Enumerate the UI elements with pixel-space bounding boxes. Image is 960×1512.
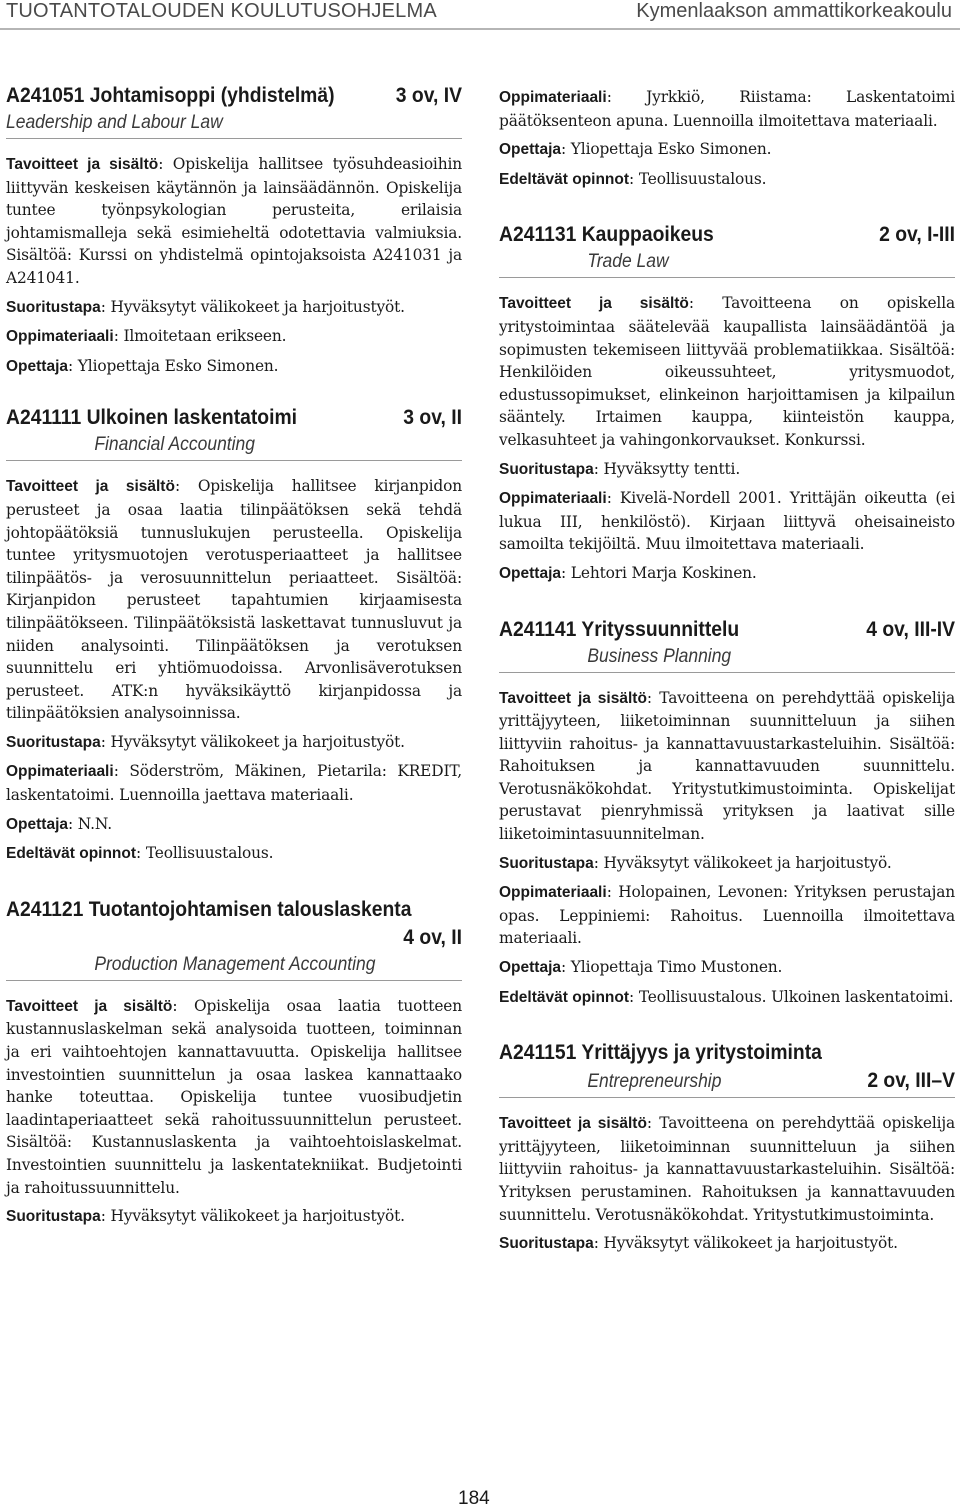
para-label: Edeltävät opinnot (499, 988, 630, 1006)
para-text: : Hyväksytyt välikokeet ja harjoitustyöt. (593, 1234, 898, 1253)
course-english-title: Financial Accounting (94, 434, 255, 456)
course-paragraph (6, 325, 462, 349)
para-text: : Teollisuustalous. (629, 169, 767, 188)
course-paragraph (499, 487, 955, 556)
course-paragraph (499, 687, 955, 846)
para-text: : Tavoitteena on perehdyttää opiskelija yrittäjyyteen, liiketoiminnan suunnitteluun ja siihen liittyviin rahoitus- ja kannattavuustarkasteluihin. Sisältöä: Yrityksen perustaminen. Rahoituksen ja kannattavuuden suunnittelu. Verotusnäkökohdat. Yritystutkimustoiminta. (499, 1114, 956, 1224)
course-heading (499, 616, 955, 644)
course-a241131 (499, 221, 955, 585)
course-paragraph (6, 842, 462, 866)
course-paragraph (6, 731, 462, 755)
course-credits: 2 ov, I-III (879, 223, 956, 247)
para-text: : Hyväksytty tentti. (593, 459, 741, 478)
course-divider (499, 277, 955, 278)
course-credits: 3 ov, II (403, 406, 463, 430)
para-text: : Hyväksytyt välikokeet ja harjoitustyöt. (100, 732, 405, 751)
course-english-title: Trade Law (587, 251, 669, 273)
course-paragraph (499, 852, 955, 876)
para-label: Oppimateriaali (499, 490, 607, 508)
course-divider (499, 1097, 955, 1098)
para-label: Edeltävät opinnot (499, 170, 630, 188)
para-text: : Teollisuustalous. (136, 844, 274, 863)
course-code-title: A241131 Kauppaoikeus (499, 223, 714, 247)
para-label: Edeltävät opinnot (6, 845, 137, 863)
course-code-title: A241111 Ulkoinen laskentatoimi (6, 406, 298, 430)
course-divider (499, 672, 955, 673)
course-paragraph (6, 813, 462, 837)
course-paragraph (6, 475, 462, 725)
course-code-title: A241051 Johtamisoppi (yhdistelmä) (6, 84, 335, 107)
course-paragraph (6, 1205, 462, 1229)
right-column (499, 86, 955, 1286)
para-text: : Yliopettaja Esko Simonen. (561, 140, 772, 159)
course-a241051 (6, 82, 462, 378)
para-label: Suoritustapa (6, 298, 101, 316)
para-text: : N.N. (68, 814, 112, 833)
course-credits: 4 ov, II (403, 925, 463, 949)
course-english-title: Production Management Accounting (94, 953, 376, 975)
para-label: Tavoitteet ja sisältö (6, 156, 159, 173)
para-label: Opettaja (499, 564, 562, 582)
course-a241141 (499, 616, 955, 1010)
para-label: Tavoitteet ja sisältö (499, 689, 647, 707)
course-divider (6, 138, 462, 139)
para-label: Suoritustapa (6, 733, 101, 751)
para-label: Suoritustapa (499, 854, 594, 872)
course-a241121 (6, 896, 462, 1229)
course-paragraph (6, 760, 462, 806)
para-label: Tavoitteet ja sisältö (6, 478, 175, 496)
course-credits: 4 ov, III-IV (866, 617, 956, 641)
para-label: Opettaja (499, 141, 562, 159)
course-divider (6, 980, 462, 981)
para-label: Oppimateriaali (499, 884, 607, 902)
para-text: : Tavoitteena on opiskella yritystoimintaa säätelevää kaupallista lainsäädäntöä ja sopimusten tekemiseen liittyvää problematiikkaa. Sisältöä: Henkilöiden oikeussuhteet, yritysmuodot, edustussopimukset, elinkeinon harjoittamisen ja kilpailun sääntely. Irtaimen kauppa, kiinteistön kauppa, velkasuhteet ja vahingonkorvaukset. Konkurssi. (499, 294, 955, 449)
course-paragraph (499, 86, 955, 132)
para-label: Tavoitteet ja sisältö (499, 1115, 647, 1133)
course-a241151 (499, 1039, 955, 1256)
course-heading (6, 404, 462, 432)
para-label: Suoritustapa (499, 1235, 594, 1253)
course-paragraph (499, 458, 955, 482)
course-code-title: A241141 Yrityssuunnittelu (499, 617, 740, 641)
course-paragraph (6, 995, 462, 1199)
para-text: : Ilmoitetaan erikseen. (113, 327, 287, 346)
course-subheading (499, 1067, 955, 1095)
course-paragraph (499, 168, 955, 192)
course-paragraph (499, 881, 955, 950)
course-paragraph (6, 153, 462, 290)
course-continued (499, 86, 955, 191)
para-text: : Teollisuustalous. Ulkoinen laskentatoimi. (629, 987, 954, 1006)
course-code-title: A241121 Tuotantojohtamisen talouslaskenta (6, 897, 412, 921)
program-title: TUOTANTOTALOUDEN KOULUTUSOHJELMA (6, 0, 437, 22)
course-paragraph (499, 292, 955, 451)
course-heading (499, 221, 955, 249)
page-number: 184 (458, 1488, 490, 1509)
para-text: : Opiskelija osaa laatia tuotteen kustannuslaskelman sekä analysoida tuotteen, toiminnan ja eri vaihtoehtojen kannattavuutta. Opiskelija hallitsee investointien suunnittelun ja osaa laskea kannattaako hanke toteuttaa. Opiskelija tuntee vuosibudjetin laadintaperiaatteet sekä rahoitussuunnittelun perusteet. Sisältöä: Kustannuslaskenta ja vaihtoehtoislaskelmat. Investointien suunnittelu ja laskentatekniikat. Budjetointi ja rahoitussuunnittelu. (6, 996, 462, 1197)
course-heading (499, 1039, 955, 1067)
para-label: Suoritustapa (6, 1208, 101, 1226)
para-label: Opettaja (6, 815, 69, 833)
para-label: Oppimateriaali (6, 763, 114, 781)
course-credits: 3 ov, IV (395, 84, 463, 107)
para-label: Suoritustapa (499, 460, 594, 478)
para-text: : Kivelä-Nordell 2001. Yrittäjän oikeutta (ei lukua III, henkilöstö). Kirjaan liittyvä oheisaineisto samoilta tekijöiltä. Muu ilmoitettava materiaali. (499, 489, 955, 554)
para-text: : Lehtori Marja Koskinen. (561, 563, 757, 582)
institution-name: Kymenlaakson ammattikorkeakoulu (636, 0, 952, 22)
course-divider (6, 460, 462, 461)
course-paragraph (499, 138, 955, 162)
para-text: : Yliopettaja Timo Mustonen. (561, 958, 783, 977)
course-paragraph (499, 1232, 955, 1256)
header-divider (0, 28, 960, 30)
course-paragraph (499, 562, 955, 586)
course-english-title: Business Planning (587, 645, 732, 667)
para-label: Oppimateriaali (6, 328, 114, 346)
para-text: : Tavoitteena on perehdyttää opiskelija yrittäjyyteen, liiketoiminnan suunnitteluun ja siihen liittyviin rahoitus- ja kannattavuustarkasteluihin. Sisältöä: Rahoituksen ja kannattavuuden suunnittelu. Verotusnäkökohdat. Yritystutkimustoiminta. Opiskelijat perustavat pienryhmissä yrityksen ja laativat sille liiketoimintasuunnitelman. (499, 688, 956, 844)
para-text: : Opiskelija hallitsee kirjanpidon perusteet ja osaa laatia tilinpäätöksen sekä tehdä johtopäätöksiä tunnuslukujen perusteella. Opiskelija tuntee yritysmuotojen verotusperiaatteet ja hallitsee tilinpäätös- ja verosuunnittelun periaatteet. Sisältöä: Kirjanpidon perusteet tapahtumien kirjaamisesta tilinpäätökseen. Tilinpäätöksistä laskettavat tunnusluvut ja niiden analysointi. Tilinpäätöksen ja verotuksen suunnittelu eri yhtiömuodoissa. Arvonlisäverotuksen perusteet. ATK:n hyväksikäyttö kirjanpidossa ja tilinpäätöksien analysoinnissa. (6, 477, 462, 723)
para-label: Opettaja (499, 959, 562, 977)
para-label: Opettaja (6, 357, 69, 375)
course-paragraph (499, 986, 955, 1010)
para-text: : Hyväksytyt välikokeet ja harjoitustyöt. (100, 1207, 405, 1226)
para-text: : Yliopettaja Esko Simonen. (68, 356, 279, 375)
course-credits: 2 ov, III–V (867, 1069, 956, 1093)
course-paragraph (6, 355, 462, 379)
course-code-title: A241151 Yrittäjyys ja yritystoiminta (499, 1041, 822, 1065)
course-heading (6, 896, 462, 952)
left-column (6, 82, 462, 1259)
course-paragraph (499, 1112, 955, 1226)
course-a241111 (6, 404, 462, 866)
course-paragraph (499, 956, 955, 980)
para-text: : Hyväksytyt välikokeet ja harjoitustyöt. (100, 297, 405, 316)
para-label: Tavoitteet ja sisältö (499, 295, 689, 313)
para-label: Oppimateriaali (499, 89, 607, 106)
course-paragraph (6, 296, 462, 320)
para-text: : Holopainen, Levonen: Yrityksen perustajan opas. Leppiniemi: Rahoitus. Luennoilla ilmoitettava materiaali. (499, 883, 955, 948)
course-english-title: Leadership and Labour Law (6, 112, 223, 133)
course-english-title: Entrepreneurship (587, 1071, 722, 1093)
para-text: : Hyväksytyt välikokeet ja harjoitustyö. (593, 853, 892, 872)
page-header (0, 0, 960, 26)
para-label: Tavoitteet ja sisältö (6, 997, 173, 1015)
para-text: : Söderström, Mäkinen, Pietarila: KREDIT, laskentatoimi. Luennoilla jaettava materiaali. (6, 762, 462, 805)
course-heading (6, 82, 462, 110)
para-text: : Jyrkkiö, Riistama: Laskentatoimi päätöksenteon apuna. Luennoilla ilmoitettava materiaali. (499, 88, 955, 130)
para-text: : Opiskelija hallitsee työsuhdeasioihin liittyvän keskeisen käytännön ja lainsäädännön. Opiskelija tuntee työnpsykologian perusteita, erilaisia johtamismalleja sekä esimieheltä odotettavia valmiuksia. Sisältöä: Kurssi on yhdistelmä opintojaksoista A241031 ja A241041. (6, 155, 462, 287)
